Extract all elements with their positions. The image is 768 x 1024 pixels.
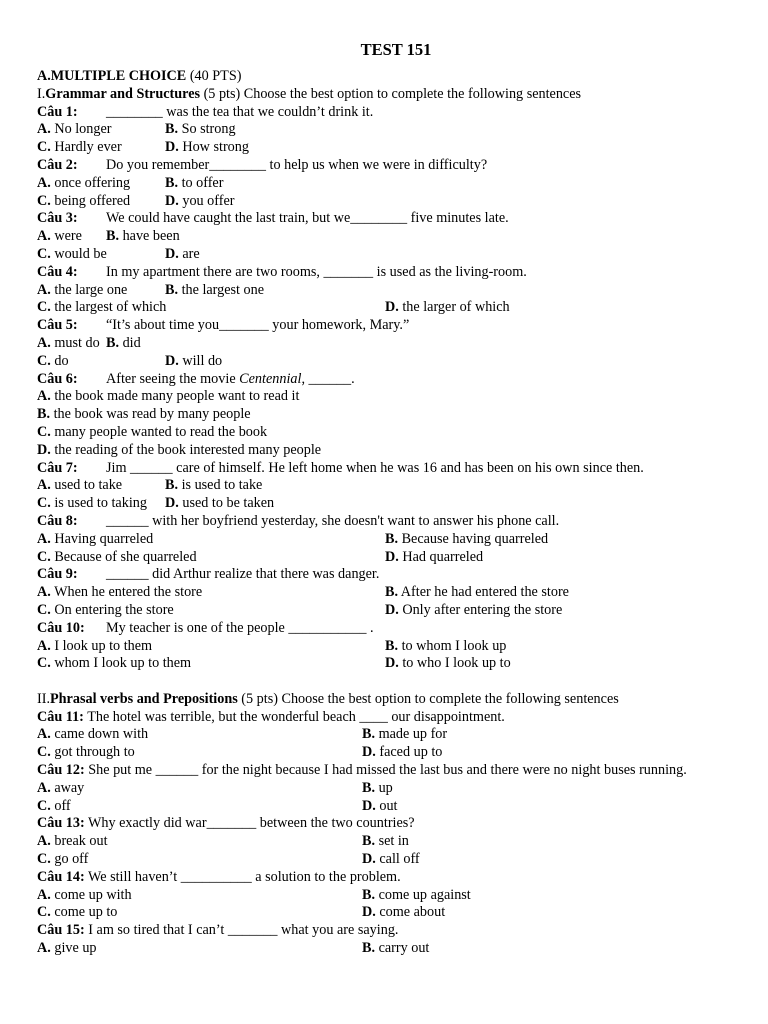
q11-option-c[interactable]: C. got through to — [37, 744, 135, 761]
q7-option-b[interactable]: B. is used to take — [165, 477, 263, 494]
question-11: Câu 11: The hotel was terrible, but the wonderful beach ____ our disappointment. — [37, 708, 505, 725]
q1-option-a[interactable]: A. No longer — [37, 121, 112, 138]
q4-options-ab — [37, 282, 737, 300]
section-1-heading: I.Grammar and Structures (5 pts) Choose the best option to complete the following sentences — [37, 85, 582, 102]
question-4: Câu 4: In my apartment there are two rooms, _______ is used as the living-room. — [37, 263, 527, 280]
q10-option-b[interactable]: B. to whom I look up — [385, 637, 507, 654]
q6-option-a[interactable]: A. the book made many people want to read it — [37, 388, 300, 405]
q13-options-cd — [37, 851, 737, 869]
q8-option-b[interactable]: B. Because having quarreled — [385, 530, 549, 547]
q7-option-c[interactable]: C. is used to taking — [37, 495, 147, 512]
q11-option-d[interactable]: D. faced up to — [362, 744, 443, 761]
question-12: Câu 12: She put me ______ for the night because I had missed the last bus and there were no night buses running. — [37, 762, 687, 779]
question-3: Câu 3: We could have caught the last train, but we________ five minutes late. — [37, 210, 509, 227]
q14-option-a[interactable]: A. come up with — [37, 886, 132, 903]
question-1: Câu 1: ________ was the tea that we couldn’t drink it. — [37, 103, 374, 120]
q3-option-b[interactable]: B. have been — [106, 228, 180, 245]
question-13: Câu 13: Why exactly did war_______ between the two countries? — [37, 815, 415, 832]
q12-option-d[interactable]: D. out — [362, 797, 398, 814]
question-10: Câu 10: My teacher is one of the people ___________ . — [37, 619, 374, 636]
question-7: Câu 7: Jim ______ care of himself. He left home when he was 16 and has been on his own since then. — [37, 459, 644, 476]
q13-option-c[interactable]: C. go off — [37, 851, 89, 868]
q12-option-a[interactable]: A. away — [37, 779, 85, 796]
section-2-heading: II.Phrasal verbs and Prepositions (5 pts) Choose the best option to complete the following sentences — [37, 690, 619, 707]
q6-option-d[interactable]: D. the reading of the book interested many people — [37, 441, 322, 458]
q11-option-a[interactable]: A. came down with — [37, 726, 149, 743]
q11-options-ab — [37, 726, 737, 744]
q10-options-ab — [37, 638, 737, 656]
q2-options-cd — [37, 193, 737, 211]
q3-option-d[interactable]: D. are — [165, 245, 200, 262]
q12-options-ab — [37, 780, 737, 798]
q13-options-ab — [37, 833, 737, 851]
q6-option-c[interactable]: C. many people wanted to read the book — [37, 423, 268, 440]
q11-option-b[interactable]: B. made up for — [362, 726, 448, 743]
q8-option-d[interactable]: D. Had quarreled — [385, 548, 484, 565]
q2-option-c[interactable]: C. being offered — [37, 192, 131, 209]
q5-option-d[interactable]: D. will do — [165, 352, 223, 369]
q7-option-a[interactable]: A. used to take — [37, 477, 123, 494]
question-5: Câu 5: “It’s about time you_______ your homework, Mary.” — [37, 317, 410, 334]
q14-options-cd — [37, 904, 737, 922]
q7-options-ab — [37, 477, 737, 495]
q3-options-cd — [37, 246, 737, 264]
q8-option-c[interactable]: C. Because of she quarreled — [37, 548, 197, 565]
page-title: TEST 151 — [360, 40, 432, 59]
q2-option-a[interactable]: A. once offering — [37, 174, 131, 191]
q5-option-c[interactable]: C. do — [37, 352, 69, 369]
q9-option-b[interactable]: B. After he had entered the store — [385, 584, 569, 601]
q3-option-a[interactable]: A. were — [37, 228, 82, 245]
q14-options-ab — [37, 887, 737, 905]
q14-option-c[interactable]: C. come up to — [37, 904, 118, 921]
worksheet — [37, 40, 737, 958]
q13-option-b[interactable]: B. set in — [362, 833, 409, 850]
q10-option-d[interactable]: D. to who I look up to — [385, 655, 511, 672]
q12-options-cd — [37, 798, 737, 816]
q9-option-a[interactable]: A. When he entered the store — [37, 584, 203, 601]
question-8: Câu 8: ______ with her boyfriend yesterday, she doesn't want to answer his phone call. — [37, 512, 560, 529]
q14-option-b[interactable]: B. come up against — [362, 886, 471, 903]
q2-option-b[interactable]: B. to offer — [165, 174, 224, 191]
q10-options-cd — [37, 655, 737, 673]
q1-options-ab — [37, 121, 737, 139]
q7-option-d[interactable]: D. used to be taken — [165, 495, 275, 512]
part-a-heading: A.MULTIPLE CHOICE (40 PTS) — [37, 68, 242, 84]
question-6: Câu 6: After seeing the movie Centennial, ______. — [37, 370, 355, 387]
q4-option-b[interactable]: B. the largest one — [165, 281, 265, 298]
q5-options-ab — [37, 335, 737, 353]
q10-option-c[interactable]: C. whom I look up to them — [37, 655, 192, 672]
q1-option-d[interactable]: D. How strong — [165, 139, 249, 156]
q12-option-b[interactable]: B. up — [362, 779, 393, 796]
q4-option-d[interactable]: D. the larger of which — [385, 299, 510, 316]
q4-options-cd — [37, 299, 737, 317]
q5-option-b[interactable]: B. did — [106, 334, 141, 351]
q5-options-cd — [37, 353, 737, 371]
q9-option-d[interactable]: D. Only after entering the store — [385, 601, 563, 618]
q4-option-a[interactable]: A. the large one — [37, 281, 128, 298]
q5-option-a[interactable]: A. must do — [37, 334, 100, 351]
q12-option-c[interactable]: C. off — [37, 797, 71, 814]
q15-options-ab — [37, 940, 737, 958]
q9-options-ab — [37, 584, 737, 602]
q4-option-c[interactable]: C. the largest of which — [37, 299, 167, 316]
q6-option-b[interactable]: B. the book was read by many people — [37, 406, 251, 423]
question-14: Câu 14: We still haven’t __________ a solution to the problem. — [37, 868, 401, 885]
q14-option-d[interactable]: D. come about — [362, 904, 446, 921]
q15-option-b[interactable]: B. carry out — [362, 940, 430, 957]
question-9: Câu 9: ______ did Arthur realize that there was danger. — [37, 566, 380, 583]
q13-option-a[interactable]: A. break out — [37, 833, 108, 850]
q2-option-d[interactable]: D. you offer — [165, 192, 235, 209]
q8-options-cd — [37, 549, 737, 567]
question-15: Câu 15: I am so tired that I can’t _______ what you are saying. — [37, 922, 399, 939]
q3-options-ab — [37, 228, 737, 246]
q2-options-ab — [37, 175, 737, 193]
q13-option-d[interactable]: D. call off — [362, 851, 420, 868]
q1-option-b[interactable]: B. So strong — [165, 121, 236, 138]
q3-option-c[interactable]: C. would be — [37, 245, 107, 262]
q9-option-c[interactable]: C. On entering the store — [37, 601, 174, 618]
q1-option-c[interactable]: C. Hardly ever — [37, 139, 122, 156]
q11-options-cd — [37, 744, 737, 762]
section-spacer — [37, 673, 737, 691]
q8-option-a[interactable]: A. Having quarreled — [37, 530, 154, 547]
q15-option-a[interactable]: A. give up — [37, 940, 97, 957]
q1-options-cd — [37, 139, 737, 157]
question-2: Câu 2: Do you remember________ to help us when we were in difficulty? — [37, 156, 488, 173]
q8-options-ab — [37, 531, 737, 549]
q10-option-a[interactable]: A. I look up to them — [37, 637, 153, 654]
q7-options-cd — [37, 495, 737, 513]
q9-options-cd — [37, 602, 737, 620]
